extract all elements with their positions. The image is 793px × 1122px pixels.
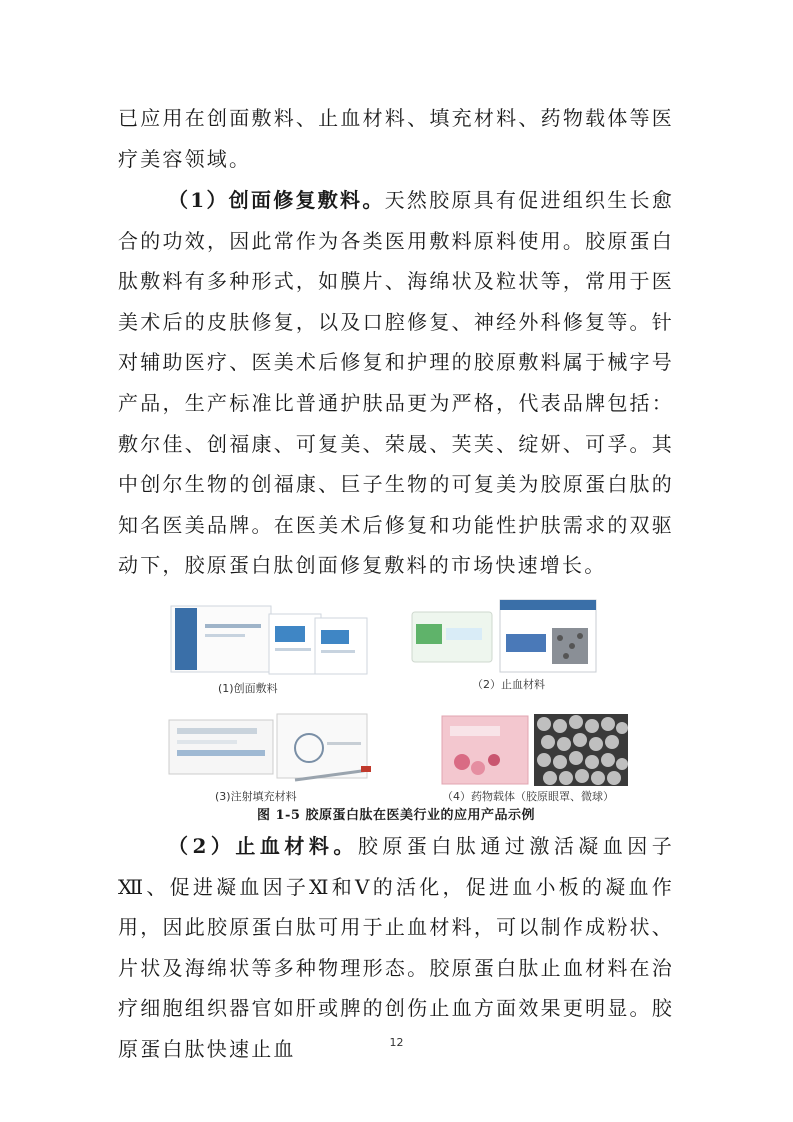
hemostatic-body: 胶原蛋白肽通过激活凝血因子Ⅻ、促进凝血因子Ⅺ和Ⅴ的活化，促进血小板的凝血作用，因此胶原蛋白肽可用于止血材料，可以制作成粉状、片状及海绵状等多种物理形态。胶原蛋白肽止血材料在治疗细胞组织器官如肝或脾的创伤止血方面效果更明显。胶原蛋白肽快速止血 [118, 834, 674, 1061]
paragraph-wound-dressing [118, 180, 674, 586]
injection-filler-product-image [165, 710, 385, 786]
hemostatic-heading: （2）止血材料。 [168, 834, 358, 858]
hemostatic-product-image [410, 598, 600, 676]
panel-caption-drug-carrier: （4）药物载体（胶原眼罩、微球） [442, 790, 614, 803]
page-number: 12 [389, 1036, 404, 1049]
panel-caption-injection-filler: (3)注射填充材料 [215, 790, 297, 803]
panel-hemostatic-photo [410, 598, 600, 676]
drug-carrier-product-image [440, 712, 630, 788]
wound-dressing-body: 天然胶原具有促进组织生长愈合的功效，因此常作为各类医用敷料原料使用。胶原蛋白肽敷料有多种形式，如膜片、海绵状及粒状等，常用于医美术后的皮肤修复，以及口腔修复、神经外科修复等。针对辅助医疗、医美术后修复和护理的胶原敷料属于械字号产品，生产标准比普通护肤品更为严格，代表品牌包括：敷尔佳、创福康、可复美、荣晟、芙芙、绽妍、可孚。其中创尔生物的创福康、巨子生物的可复美为胶原蛋白肽的知名医美品牌。在医美术后修复和功能性护肤需求的双驱动下，胶原蛋白肽创面修复敷料的市场快速增长。 [118, 188, 674, 578]
paragraph-intro-text: 已应用在创面敷料、止血材料、填充材料、药物载体等医疗美容领域。 [118, 106, 674, 171]
wound-dressing-product-image [165, 604, 375, 676]
panel-caption-hemostatic: （2）止血材料 [472, 678, 545, 691]
panel-wound-dressing-photo [165, 604, 375, 676]
panel-injection-filler-photo [165, 710, 385, 786]
wound-dressing-heading: （1）创面修复敷料。 [168, 188, 385, 212]
paragraph-intro [118, 98, 674, 179]
figure-caption: 图 1-5 胶原蛋白肽在医美行业的应用产品示例 [256, 808, 536, 823]
paragraph-hemostatic [118, 826, 674, 1070]
panel-caption-wound-dressing: (1)创面敷料 [218, 682, 278, 695]
panel-drug-carrier-photo [440, 712, 630, 788]
